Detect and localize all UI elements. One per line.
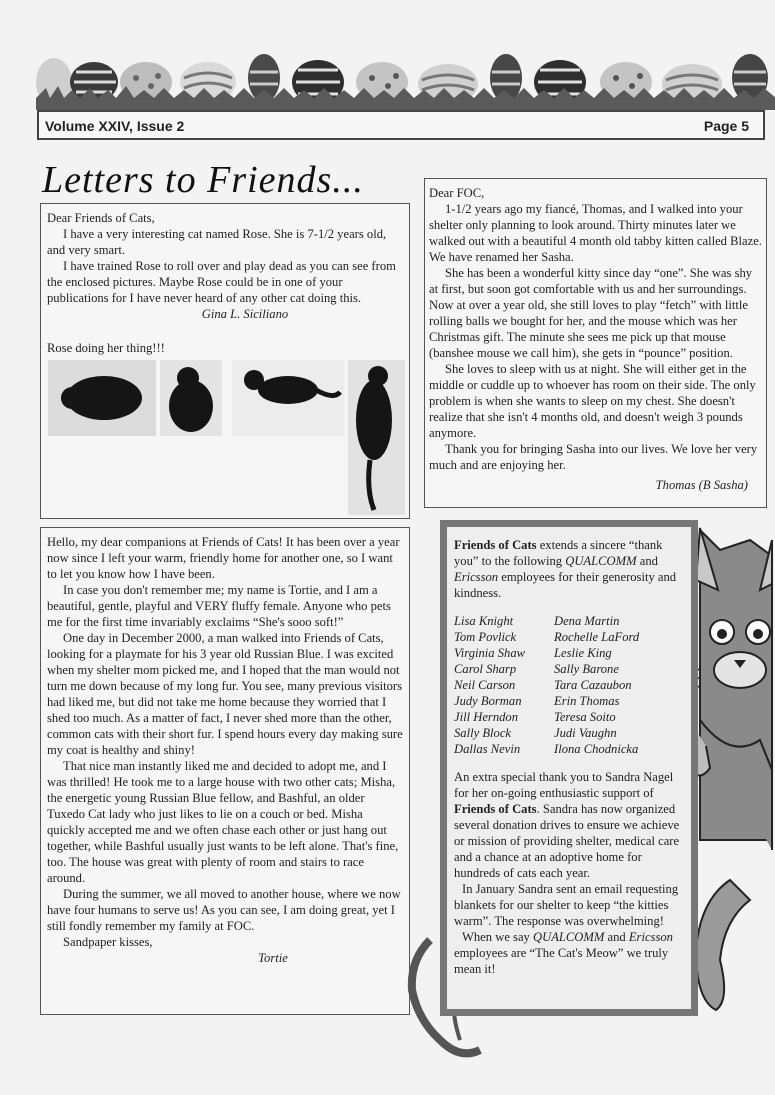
employee-name: Leslie King	[554, 646, 612, 660]
employee-name: Sally Block	[454, 726, 511, 740]
employee-name: Erin Thomas	[554, 694, 620, 708]
letter-signature: Thomas (B Sasha)	[655, 478, 748, 492]
employee-name: Jill Herndon	[454, 710, 519, 724]
employee-name: Sally Barone	[554, 662, 619, 676]
thanks-paragraph: In January Sandra sent an email requesting blankets for our shelter to keep “the kitties warm”. The response was overwhelming!	[454, 882, 679, 928]
company-name: Ericsson	[454, 570, 499, 584]
letter-paragraph: Sandpaper kisses,	[63, 935, 153, 949]
employee-name: Tara Cazaubon	[554, 678, 632, 692]
letter-rose	[40, 203, 410, 519]
thanks-text: and	[636, 554, 658, 568]
page-title: Letters to Friends...	[42, 159, 364, 201]
letter-signature: Gina L. Siciliano	[201, 307, 289, 321]
thanks-intro	[454, 537, 685, 601]
letter-tortie	[40, 527, 410, 1015]
employee-name: Carol Sharp	[454, 662, 517, 676]
thanks-text: extends a sincere “thank you” to the following	[454, 538, 663, 568]
letter-paragraph: 1-1/2 years ago my fiancé, Thomas, and I walked into your shelter only planning to look around. Thirty minutes later we walked out with a beautiful 4 month old tabby kitten called Blaze. We have renamed her Sasha.	[429, 202, 762, 264]
letter-signature: Tortie	[258, 951, 288, 965]
letter-greeting: Dear FOC,	[429, 186, 485, 200]
page-number: Page 5	[703, 118, 749, 134]
thanks-paragraph	[454, 929, 685, 977]
thanks-text: employees are “The Cat's Meow” we truly mean it!	[454, 946, 669, 976]
cat-photo	[348, 360, 405, 515]
thanks-text: employees for their generosity and kindness.	[454, 570, 677, 600]
employee-name: Virginia Shaw	[454, 646, 526, 660]
letter-paragraph: I have a very interesting cat named Rose. She is 7-1/2 years old, and very smart.	[47, 227, 387, 257]
letter-paragraph: In case you don't remember me; my name is Tortie, and I am a beautiful, gentle, playful and VERY fluffy female. Anyone who pets me for the first time invariably exclaims “She's sooo soft!”	[47, 583, 391, 629]
employee-name: Dena Martin	[554, 614, 620, 628]
page-header	[37, 110, 765, 140]
employee-name: Ilona Chodnicka	[554, 742, 639, 756]
employee-name: Rochelle LaFord	[554, 630, 640, 644]
employee-name: Dallas Nevin	[454, 742, 521, 756]
cat-photo	[160, 360, 222, 436]
company-name: QUALCOMM	[533, 930, 605, 944]
org-name: Friends of Cats	[454, 802, 537, 816]
employee-name: Lisa Knight	[454, 614, 514, 628]
letter-greeting: Dear Friends of Cats,	[47, 211, 155, 225]
cat-photo	[232, 360, 344, 436]
letter-paragraph: That nice man instantly liked me and decided to adopt me, and I was thrilled! He took me to a large house with two other cats; Misha, the energetic young Russian Blue fellow, and Bashful, an older Tuxedo Cat lady who just likes to lie on a couch or bed. Misha quickly accepted me and we often chase each other or just hang out together, while Bashful usually just wants to be left alone. That's fine, too. The house was great with plenty of room and stairs to race around.	[47, 759, 399, 885]
employee-name: Judi Vaughn	[554, 726, 617, 740]
thanks-paragraph	[454, 769, 685, 881]
letter-paragraph: During the summer, we all moved to another house, where we now have four humans to serve us! As you can see, I am doing great, yet I still fondly remember my family at FOC.	[47, 887, 401, 933]
org-name: Friends of Cats	[454, 538, 537, 552]
photo-caption: Rose doing her thing!!!	[47, 341, 165, 355]
letter-paragraph: Thank you for bringing Sasha into our lives. We love her very much and are enjoying her.	[429, 442, 758, 472]
employee-name-list	[454, 613, 685, 757]
easter-egg-banner	[36, 48, 775, 110]
letter-paragraph: She loves to sleep with us at night. She will either get in the middle or cuddle up to whoever has room on their side. The only problem is when she wants to sleep on my chest. She doesn't realize that she isn't 4 months old, and doesn't weigh 3 pounds anymore.	[429, 362, 756, 440]
company-name: Ericsson	[628, 930, 673, 944]
employee-name: Neil Carson	[454, 678, 516, 692]
company-name: QUALCOMM	[565, 554, 637, 568]
thanks-text: . Sandra has now organized several donation drives to ensure we achieve or mission of providing shelter, medical care and a chance at an adoptive home for hundreds of cats each year.	[454, 802, 680, 880]
rose-photos	[48, 360, 405, 515]
employee-name: Teresa Soito	[554, 710, 616, 724]
thanks-text: An extra special thank you to Sandra Nagel for her on-going enthusiastic support of	[454, 770, 674, 800]
thanks-box	[440, 520, 698, 1016]
employee-name: Tom Povlick	[454, 630, 517, 644]
thanks-text: and	[604, 930, 629, 944]
letter-paragraph: I have trained Rose to roll over and play dead as you can see from the enclosed pictures. Maybe Rose could be in one of your publications for I have never heard of any other cat doing this.	[47, 259, 396, 305]
employee-name: Judy Borman	[454, 694, 522, 708]
letter-foc	[424, 178, 767, 508]
cat-photo	[48, 360, 156, 436]
letter-paragraph: She has been a wonderful kitty since day “one”. She was shy at first, but soon got comfortable with us and her surroundings. Now at over a year old, she still loves to play “fetch” with little rolling balls we bought for her, and the mouse which was her Christmas gift. The minute she sees me pick up that mouse (banshee mouse we call him), she gets in “pounce” position.	[429, 266, 753, 360]
thanks-text: When we say	[462, 930, 533, 944]
letter-paragraph: Hello, my dear companions at Friends of Cats! It has been over a year now since I left your warm, friendly home for another one, so I want to let you know how I have been.	[47, 535, 400, 581]
letter-paragraph: One day in December 2000, a man walked into Friends of Cats, looking for a playmate for his 3 year old Russian Blue. I was excited when my shelter mom picked me, and I hoped that the man would not turn me down because of my long fur. You see, many previous visitors had liked me, but did not take me home because they worried that I shed too much. As a matter of fact, I never shed more than the other, common cats with their short fur. I spend hours every day making sure my coat is healthy and shiny!	[47, 631, 403, 757]
volume-issue: Volume XXIV, Issue 2	[45, 118, 185, 134]
